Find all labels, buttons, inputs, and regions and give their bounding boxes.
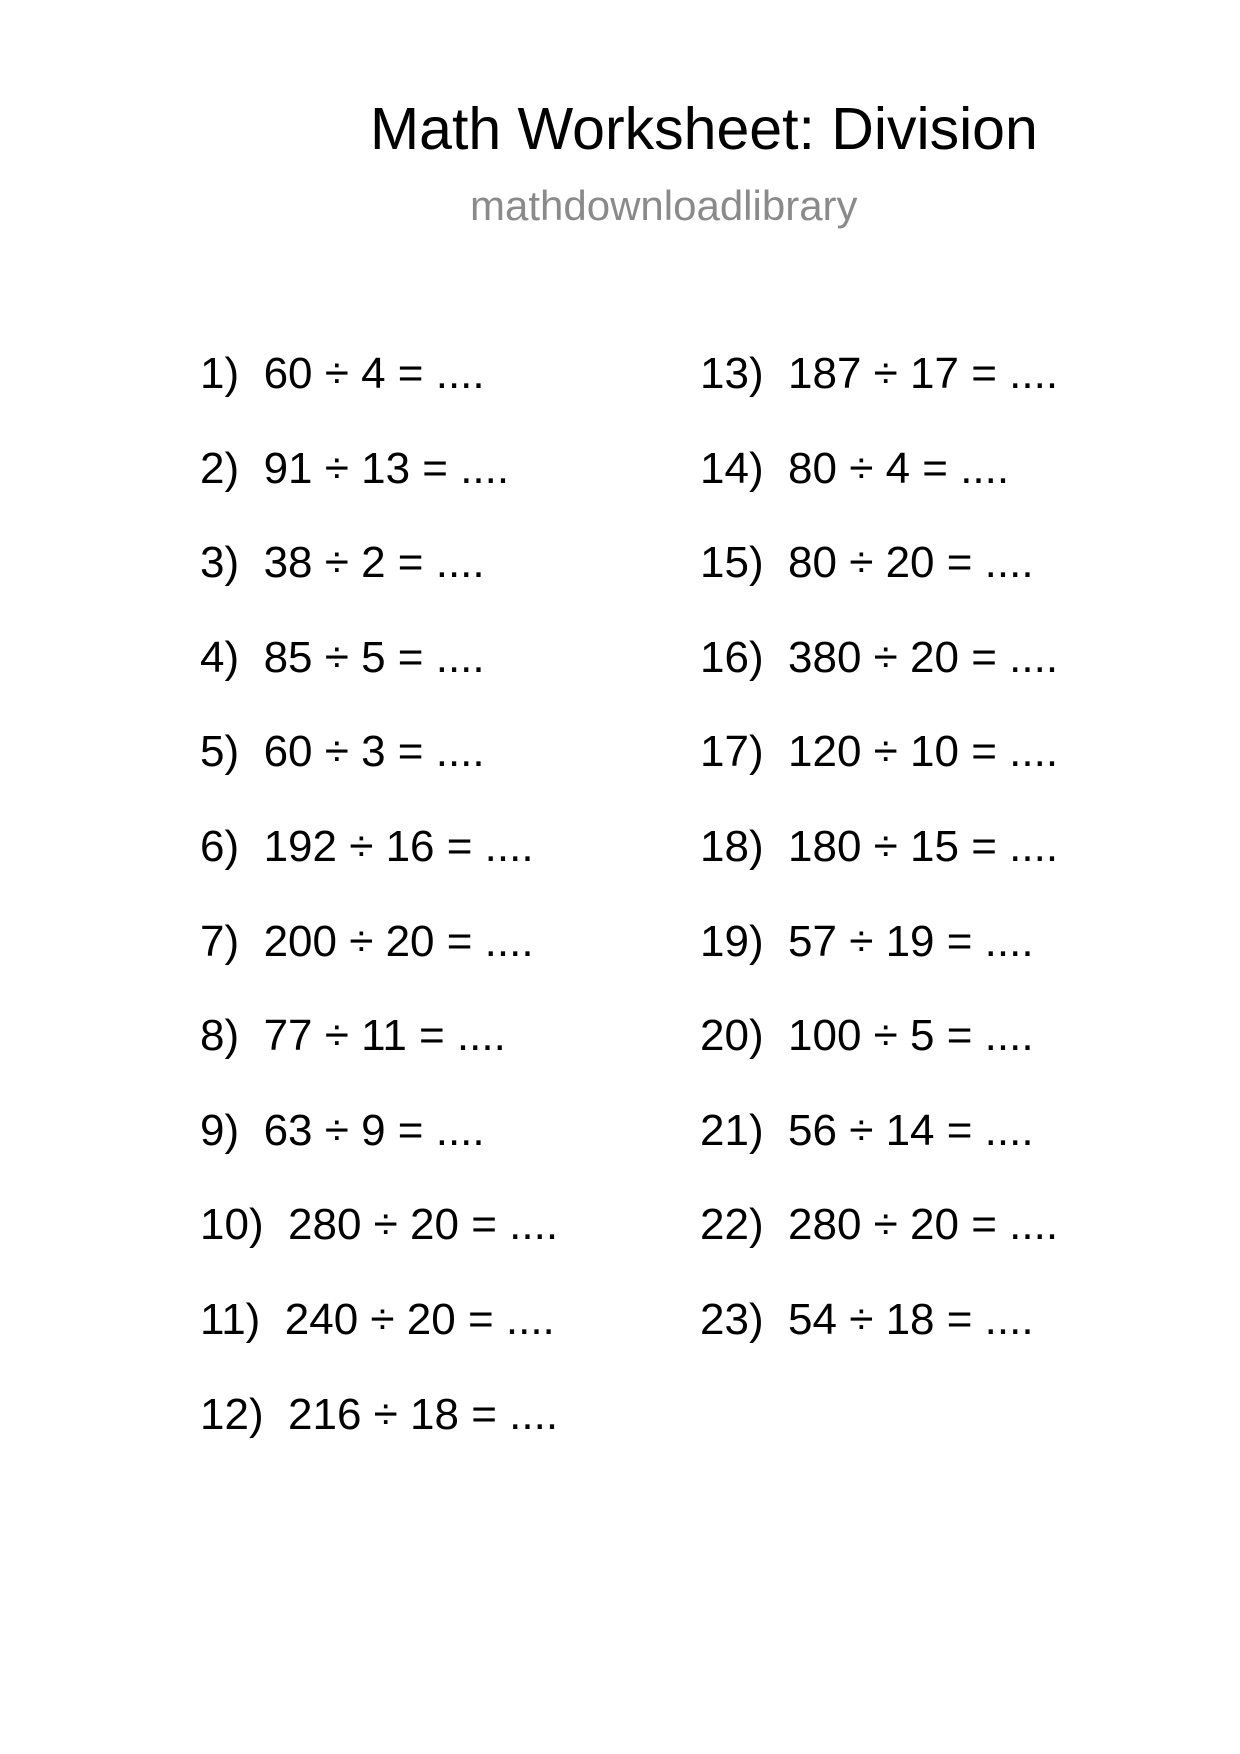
problems-column-right <box>700 349 1059 1393</box>
problem-item: 14) 80 ÷ 4 = .... <box>700 443 1010 493</box>
problem-item: 19) 57 ÷ 19 = .... <box>700 916 1034 966</box>
problem-item: 3) 38 ÷ 2 = .... <box>200 538 485 588</box>
problem-item: 5) 60 ÷ 3 = .... <box>200 727 485 777</box>
worksheet-subtitle: mathdownloadlibrary <box>470 182 858 229</box>
problems-column-left <box>200 349 559 1487</box>
problem-item: 22) 280 ÷ 20 = .... <box>700 1200 1059 1250</box>
problem-item: 20) 100 ÷ 5 = .... <box>700 1011 1034 1061</box>
problem-item: 13) 187 ÷ 17 = .... <box>700 349 1059 398</box>
problem-item: 21) 56 ÷ 14 = .... <box>700 1105 1034 1155</box>
problem-item: 17) 120 ÷ 10 = .... <box>700 727 1059 777</box>
problem-item: 11) 240 ÷ 20 = .... <box>200 1294 555 1344</box>
problem-item: 18) 180 ÷ 15 = .... <box>700 821 1059 871</box>
problem-item: 1) 60 ÷ 4 = .... <box>200 349 485 398</box>
problem-item: 4) 85 ÷ 5 = .... <box>200 632 485 682</box>
problem-item: 7) 200 ÷ 20 = .... <box>200 916 534 966</box>
problem-item: 10) 280 ÷ 20 = .... <box>200 1200 559 1250</box>
problem-item: 9) 63 ÷ 9 = .... <box>200 1105 485 1155</box>
problem-item: 23) 54 ÷ 18 = .... <box>700 1294 1034 1344</box>
problem-item: 8) 77 ÷ 11 = .... <box>200 1011 506 1061</box>
problem-item: 15) 80 ÷ 20 = .... <box>700 538 1034 588</box>
problem-item: 12) 216 ÷ 18 = .... <box>200 1389 559 1439</box>
problem-item: 6) 192 ÷ 16 = .... <box>200 821 534 871</box>
problem-item: 2) 91 ÷ 13 = .... <box>200 443 510 493</box>
problem-item: 16) 380 ÷ 20 = .... <box>700 632 1059 682</box>
worksheet-title: Math Worksheet: Division <box>370 96 1038 162</box>
